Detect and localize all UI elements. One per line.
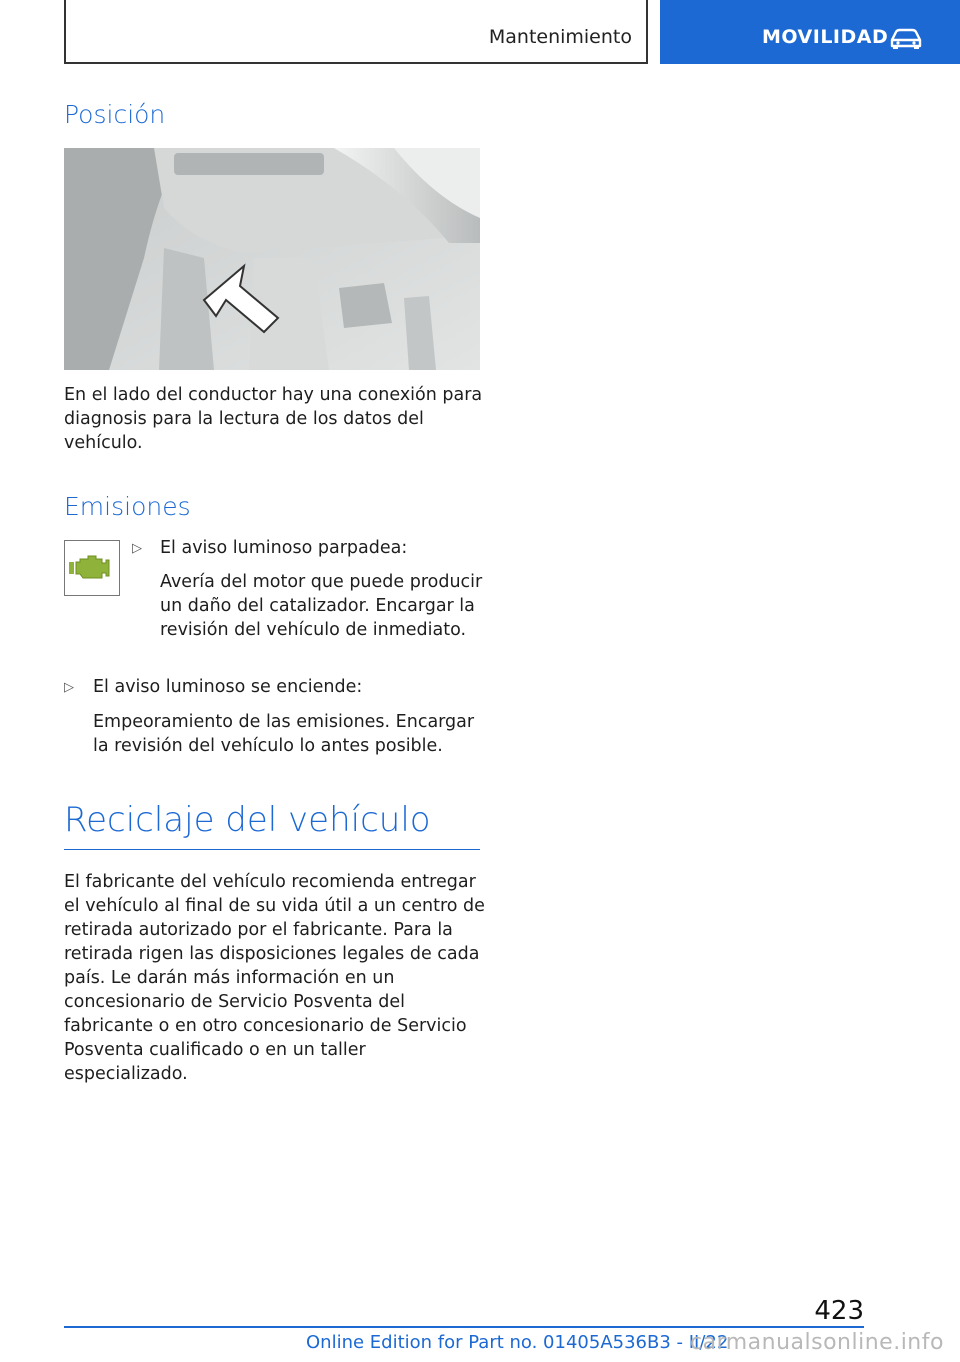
header-section-title: Mantenimiento (488, 26, 632, 48)
header-section-box (64, 0, 648, 64)
car-icon (888, 26, 924, 50)
position-text: En el lado del conductor hay una conexión para diagnosis para la lectura de los datos del vehículo. (64, 385, 483, 453)
recycling-text: El fabricante del vehículo recomienda entregar el vehículo al final de su vida útil a un centro de retirada autorizado por el fabricante. Para la retirada rigen las disposiciones legales de cada país. Le darán más información en un concesionario de Servicio Posventa del fabricante o en otro concesionario de Servicio Posventa cualificado o en un taller especializado. (64, 872, 485, 1084)
emissions-item-1-text: Avería del motor que puede producir un daño del catalizador. Encargar la revisión del vehículo de inmediato. (160, 572, 483, 640)
emissions-item-2-title: El aviso luminoso se enciende: (93, 677, 363, 697)
emissions-item-1-title: El aviso luminoso parpadea: (160, 538, 408, 558)
footer-divider (64, 1326, 864, 1328)
engine-warning-icon (64, 540, 120, 596)
bullet-triangle-icon: ▷ (132, 541, 142, 556)
footer-edition: Online Edition for Part no. 01405A536B3 - II/22 (306, 1332, 729, 1353)
recycling-heading: Reciclaje del vehículo (64, 800, 480, 850)
header-chapter-tab (660, 0, 960, 64)
diagnosis-port-photo (64, 148, 480, 370)
position-heading: Posición (64, 100, 166, 129)
emissions-heading: Emisiones (64, 492, 191, 521)
watermark: carmanualsonline.info (690, 1330, 944, 1355)
header-chapter-title: MOVILIDAD (762, 26, 889, 48)
emissions-item-2-text: Empeoramiento de las emisiones. Encargar la revisión del vehículo lo antes posible. (93, 712, 475, 756)
bullet-triangle-icon: ▷ (64, 680, 74, 695)
page-number: 423 (814, 1296, 864, 1326)
